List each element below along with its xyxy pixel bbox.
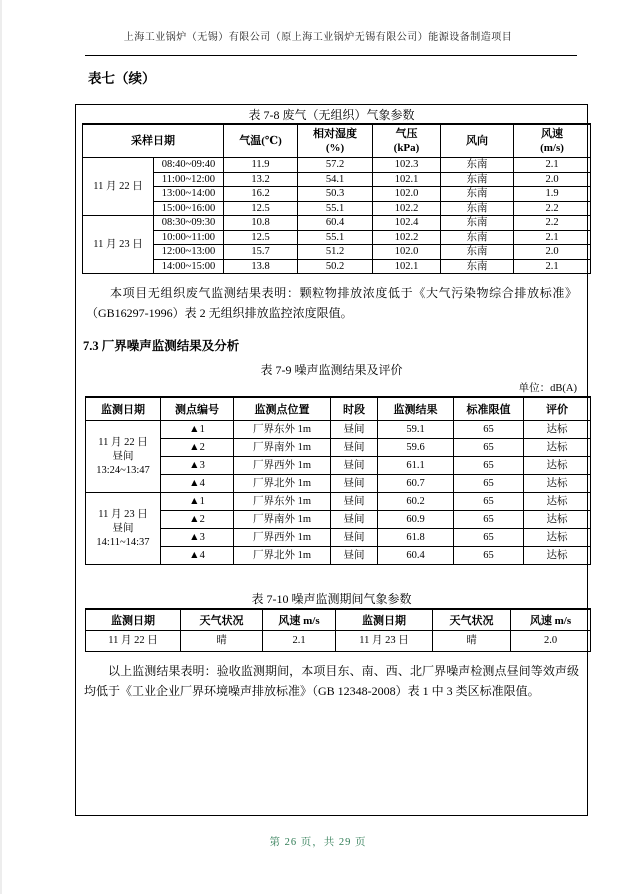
table-cell: 达标	[524, 547, 591, 565]
table-cell: 65	[454, 511, 524, 529]
table-cell: 厂界南外 1m	[234, 439, 331, 457]
table-header-row	[86, 397, 591, 421]
table-cell: 1.9	[514, 187, 591, 202]
table-cell: 昼间	[331, 439, 378, 457]
group-date-line: 昼间	[112, 522, 134, 534]
table-cell: 2.1	[514, 259, 591, 274]
table-row	[86, 475, 591, 493]
col-header-monitor-date: 监测日期	[86, 397, 161, 421]
table-cell: 厂界南外 1m	[234, 511, 331, 529]
table-cell: 昼间	[331, 421, 378, 439]
table-cell: 厂界北外 1m	[234, 475, 331, 493]
page-header-title: 上海工业锅炉（无锡）有限公司（原上海工业锅炉无锡有限公司）能源设备制造项目	[123, 32, 513, 43]
table-row	[86, 439, 591, 457]
footer-page-number: 第 26 页，共 29 页	[269, 837, 367, 848]
table-cell: ▲4	[161, 475, 234, 493]
table-cell: 东南	[441, 259, 514, 274]
table-row	[86, 547, 591, 565]
col-header-wind-speed	[514, 124, 591, 158]
table-cell: 102.4	[373, 216, 441, 231]
table78-title: 表 7-8 废气（无组织）气象参数	[248, 108, 415, 122]
table-cell: 昼间	[331, 511, 378, 529]
table-cell: 50.3	[298, 187, 373, 202]
table-cell: ▲2	[161, 439, 234, 457]
table-cell: 东南	[441, 187, 514, 202]
col-header-pressure	[373, 124, 441, 158]
table-cell: 60.2	[378, 493, 454, 511]
table-cell: ▲3	[161, 529, 234, 547]
table-cell: 昼间	[331, 547, 378, 565]
table-cell: 10:00~11:00	[154, 230, 224, 245]
table-cell: 11:00~12:00	[154, 172, 224, 187]
table-cell: 102.0	[373, 245, 441, 260]
table-cell: 2.0	[514, 245, 591, 260]
content-frame	[75, 104, 588, 816]
table-cell: 昼间	[331, 529, 378, 547]
table-cell: 东南	[441, 230, 514, 245]
table-cell: 65	[454, 457, 524, 475]
table79-title: 表 7-9 噪声监测结果及评价	[260, 363, 403, 377]
table-cell: 厂界西外 1m	[234, 529, 331, 547]
date-group-cell: 11 月 22 日	[83, 158, 154, 216]
table-cell: 50.2	[298, 259, 373, 274]
table-cell: 61.1	[378, 457, 454, 475]
table710-title: 表 7-10 噪声监测期间气象参数	[251, 592, 412, 606]
col-header-wind-speed: 风速 m/s	[511, 609, 591, 631]
table-cell: 59.1	[378, 421, 454, 439]
table-cell: ▲3	[161, 457, 234, 475]
table-cell: 厂界西外 1m	[234, 457, 331, 475]
header-line: (%)	[325, 142, 345, 154]
table-cell: 晴	[181, 631, 263, 652]
section-label: 表七（续）	[88, 71, 156, 86]
col-header-temperature: 气温(℃)	[224, 124, 298, 158]
col-header-sample-date: 采样日期	[83, 124, 224, 158]
table-cell: 59.6	[378, 439, 454, 457]
col-header-weather: 天气状况	[181, 609, 263, 631]
table-cell: 2.1	[514, 230, 591, 245]
table-cell: 厂界东外 1m	[234, 493, 331, 511]
table-row	[83, 201, 591, 216]
table-cell: 2.0	[514, 172, 591, 187]
table-cell: 14:00~15:00	[154, 259, 224, 274]
col-header-wind-speed: 风速 m/s	[263, 609, 336, 631]
scan-edge-artifact	[0, 0, 2, 894]
wastegas-conclusion-paragraph: 本项目无组织废气监测结果表明：颗粒物排放浓度低于《大气污染物综合排放标准》（GB16297-1996）表 2 无组织排放监控浓度限值。	[86, 286, 577, 320]
group-date-line: 11 月 23 日	[98, 508, 148, 520]
table-row	[83, 172, 591, 187]
table-row	[86, 631, 591, 652]
table-cell: ▲1	[161, 421, 234, 439]
table-cell: 57.2	[298, 158, 373, 173]
date-group-cell: 11 月 23 日	[83, 216, 154, 274]
table-cell: 11 月 23 日	[336, 631, 433, 652]
table-row	[86, 457, 591, 475]
table-cell: 102.2	[373, 201, 441, 216]
table-row	[83, 216, 591, 231]
table-cell: 厂界北外 1m	[234, 547, 331, 565]
table-cell: 达标	[524, 511, 591, 529]
table-cell: 65	[454, 547, 524, 565]
table-header-row	[83, 124, 591, 158]
table-cell: 达标	[524, 529, 591, 547]
col-header-weather: 天气状况	[433, 609, 511, 631]
table-cell: 61.8	[378, 529, 454, 547]
table-cell: 达标	[524, 439, 591, 457]
table-cell: ▲1	[161, 493, 234, 511]
table-cell: 13.8	[224, 259, 298, 274]
table-cell: 54.1	[298, 172, 373, 187]
table-cell: ▲2	[161, 511, 234, 529]
table-cell: 65	[454, 529, 524, 547]
table-cell: 65	[454, 493, 524, 511]
noise-result-table	[85, 396, 591, 565]
group-date-line: 11 月 22 日	[98, 436, 148, 448]
table-row	[83, 245, 591, 260]
table-cell: 2.1	[514, 158, 591, 173]
group-date-line: 昼间	[112, 450, 134, 462]
group-date-line: 14:11~14:37	[96, 536, 150, 548]
table-cell: 达标	[524, 493, 591, 511]
table-cell: 65	[454, 421, 524, 439]
table-cell: 达标	[524, 421, 591, 439]
table-cell: 东南	[441, 172, 514, 187]
table-row	[83, 259, 591, 274]
table-cell: 55.1	[298, 201, 373, 216]
table-cell: 东南	[441, 158, 514, 173]
table-cell: 102.2	[373, 230, 441, 245]
table-cell: 昼间	[331, 493, 378, 511]
table-cell: 15:00~16:00	[154, 201, 224, 216]
col-header-wind-direction: 风向	[441, 124, 514, 158]
table-cell: 东南	[441, 201, 514, 216]
header-line: 风速	[541, 128, 563, 140]
table-cell: 65	[454, 475, 524, 493]
section-7-3-heading: 7.3 厂界噪声监测结果及分析	[83, 339, 240, 353]
table-row	[83, 230, 591, 245]
noise-weather-table	[85, 608, 591, 652]
table-cell: 15.7	[224, 245, 298, 260]
table-cell: 11.9	[224, 158, 298, 173]
table-cell: 昼间	[331, 475, 378, 493]
table-cell: ▲4	[161, 547, 234, 565]
table-row	[83, 187, 591, 202]
table-cell: 达标	[524, 475, 591, 493]
table-cell: 65	[454, 439, 524, 457]
col-header-limit: 标准限值	[454, 397, 524, 421]
header-line: (m/s)	[540, 142, 564, 154]
table-cell: 51.2	[298, 245, 373, 260]
table-cell: 60.9	[378, 511, 454, 529]
table-cell: 16.2	[224, 187, 298, 202]
table-cell: 达标	[524, 457, 591, 475]
table-header-row	[86, 609, 591, 631]
table-cell: 102.0	[373, 187, 441, 202]
date-group-cell	[86, 421, 161, 493]
table-cell: 13.2	[224, 172, 298, 187]
col-header-point-location: 监测点位置	[234, 397, 331, 421]
table-cell: 08:40~09:40	[154, 158, 224, 173]
col-header-humidity	[298, 124, 373, 158]
date-group-cell	[86, 493, 161, 565]
unit-label: 单位：dB(A)	[518, 383, 577, 394]
wastegas-weather-table	[82, 123, 591, 274]
table-cell: 10.8	[224, 216, 298, 231]
table-cell: 12.5	[224, 201, 298, 216]
table-cell: 2.1	[263, 631, 336, 652]
table-row	[86, 493, 591, 511]
table-cell: 60.7	[378, 475, 454, 493]
col-header-monitor-date: 监测日期	[86, 609, 181, 631]
table-row	[83, 158, 591, 173]
table-cell: 2.2	[514, 216, 591, 231]
table-cell: 昼间	[331, 457, 378, 475]
table-cell: 60.4	[298, 216, 373, 231]
table-cell: 102.1	[373, 259, 441, 274]
table-cell: 102.3	[373, 158, 441, 173]
table-cell: 晴	[433, 631, 511, 652]
header-line: 气压	[395, 128, 418, 140]
col-header-point-number: 测点编号	[161, 397, 234, 421]
table-cell: 12:00~13:00	[154, 245, 224, 260]
table-cell: 厂界东外 1m	[234, 421, 331, 439]
table-row	[86, 421, 591, 439]
table-cell: 2.2	[514, 201, 591, 216]
header-line: (kPa)	[393, 142, 420, 154]
table-cell: 2.0	[511, 631, 591, 652]
table-row	[86, 529, 591, 547]
col-header-period: 时段	[331, 397, 378, 421]
header-rule	[85, 55, 577, 56]
header-line: 相对湿度	[313, 128, 357, 140]
col-header-result: 监测结果	[378, 397, 454, 421]
table-cell: 60.4	[378, 547, 454, 565]
table-cell: 55.1	[298, 230, 373, 245]
col-header-evaluation: 评价	[524, 397, 591, 421]
table-cell: 13:00~14:00	[154, 187, 224, 202]
table-cell: 08:30~09:30	[154, 216, 224, 231]
noise-conclusion-paragraph: 以上监测结果表明：验收监测期间，本项目东、南、西、北厂界噪声检测点昼间等效声级均低于《工业企业厂界环境噪声排放标准》（GB 12348-2008）表 1 中 3 类区标准限值。	[84, 664, 579, 698]
table-cell: 东南	[441, 216, 514, 231]
table-row	[86, 511, 591, 529]
group-date-line: 13:24~13:47	[96, 464, 150, 476]
table-cell: 11 月 22 日	[86, 631, 181, 652]
col-header-monitor-date: 监测日期	[336, 609, 433, 631]
table-cell: 12.5	[224, 230, 298, 245]
table-cell: 102.1	[373, 172, 441, 187]
table-cell: 东南	[441, 245, 514, 260]
